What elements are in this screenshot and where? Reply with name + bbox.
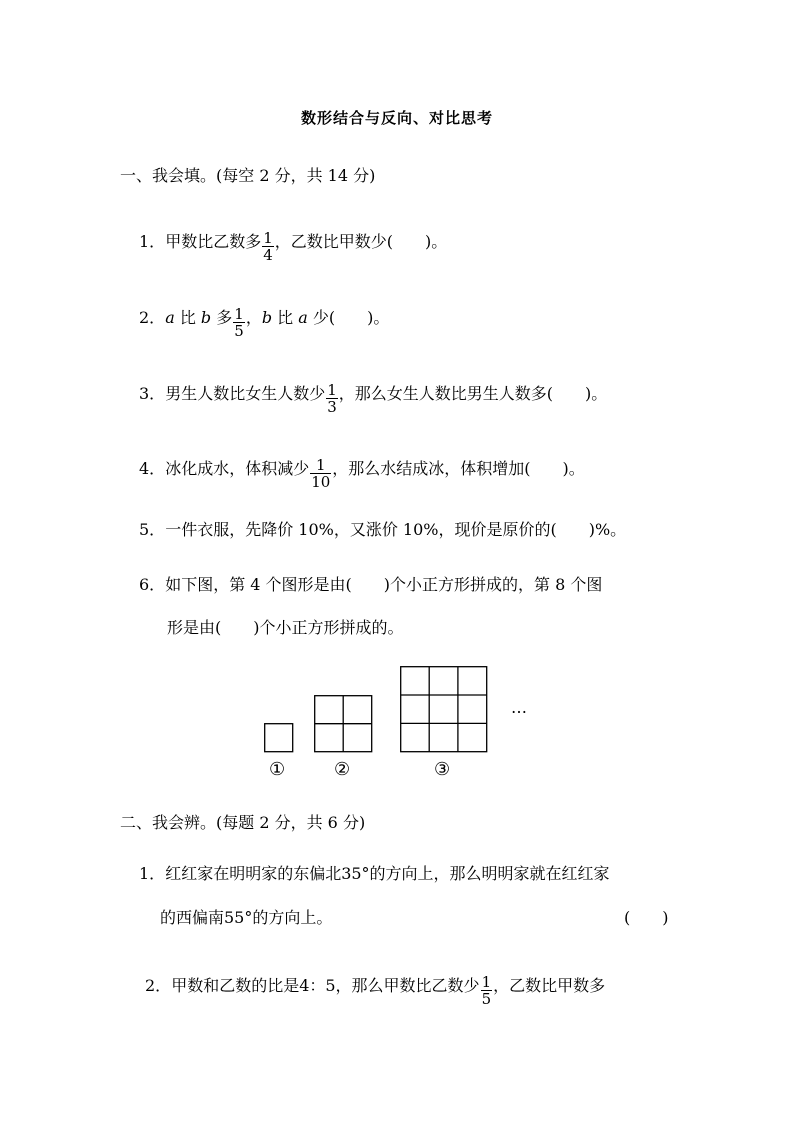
question-1-4: 4．冰化成水，体积减少 $\frac{1}{10}$ ，那么水结成冰，体积增加( )。 [139, 456, 585, 491]
figure-label-3: ③ [434, 759, 451, 780]
question-2-1-line2: 的西偏南55°的方向上。 [160, 908, 333, 927]
fraction: $\frac{1}{3}$ [327, 381, 337, 416]
fraction: $\frac{1}{5}$ [234, 305, 244, 340]
section2-heading: 二、我会辨。(每题 2 分，共 6 分) [120, 813, 366, 832]
section1-heading: 一、我会填。(每空 2 分，共 14 分) [120, 166, 376, 185]
question-1-1: 1．甲数比乙数多 $\frac{1}{4}$ ，乙数比甲数少( )。 [139, 229, 448, 264]
question-2-2: 2．甲数和乙数的比是4：5，那么甲数比乙数少 $\frac{1}{5}$ ，乙数比甲数多 [145, 973, 606, 1008]
question-1-5: 5．一件衣服，先降价 10%，又涨价 10%，现价是原价的( )%。 [139, 520, 627, 539]
figure-label-2: ② [334, 759, 351, 780]
figure-square-3 [400, 666, 488, 753]
fraction: $\frac{1}{5}$ [481, 973, 492, 1008]
question-2-1-line1: 1．红红家在明明家的东偏北35°的方向上，那么明明家就在红红家 [139, 864, 610, 883]
figure-square-2 [314, 695, 373, 753]
question-1-6-line2: 形是由( )个小正方形拼成的。 [167, 618, 404, 637]
question-1-3: 3．男生人数比女生人数少 $\frac{1}{3}$ ，那么女生人数比男生人数多( )。 [139, 381, 608, 416]
figure-label-1: ① [269, 759, 286, 780]
question-1-6-line1: 6．如下图，第 4 个图形是由( )个小正方形拼成的，第 8 个图 [139, 575, 603, 594]
fraction: $\frac{1}{4}$ [263, 229, 273, 264]
figure-ellipsis: … [511, 698, 528, 717]
question-1-2: 2．a 比 b 多 $\frac{1}{5}$ ，b 比 a 少( )。 [139, 305, 390, 340]
answer-paren: ( ) [624, 908, 669, 927]
fraction: $\frac{1}{10}$ [311, 456, 331, 491]
figure-square-1 [264, 723, 294, 753]
page-title: 数形结合与反向、对比思考 [300, 109, 493, 127]
